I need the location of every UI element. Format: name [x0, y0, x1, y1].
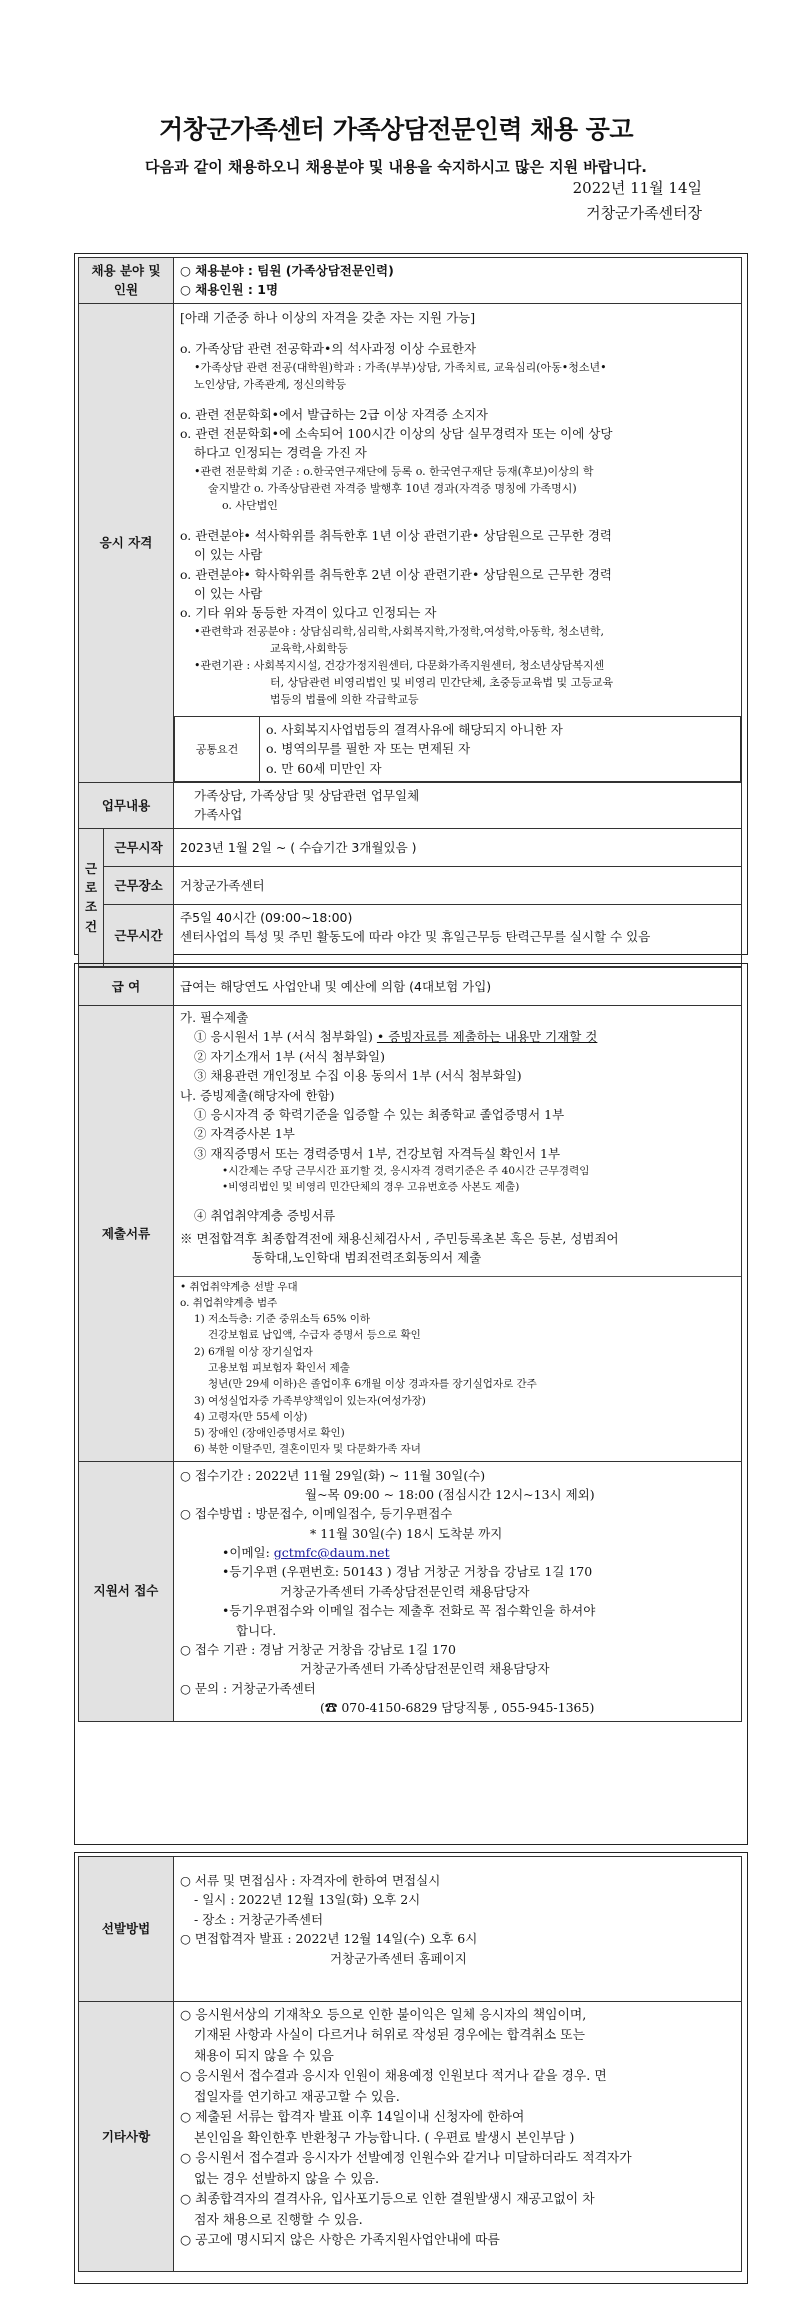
vul-line: 청년(만 29세 이하)은 졸업이후 6개월 이상 경과자를 장기실업자로 간주: [208, 1378, 537, 1391]
doc-line: •비영리법인 및 비영리 민간단체의 경우 고유번호증 사본도 제출): [222, 1181, 520, 1194]
salary-label: 급 여: [79, 968, 174, 1006]
vul-line: 2) 6개월 이상 장기실업자: [194, 1345, 313, 1358]
common-item: o. 병역의무를 필한 자 또는 면제된 자: [266, 741, 471, 757]
etc-line: ○ 공고에 명시되지 않은 사항은 가족지원사업안내에 따름: [180, 2233, 500, 2249]
qual-line: •가족상담 관련 전공(대학원)학과 : 가족(부부)상담, 가족치료, 교육심리(아동•청소년•: [194, 360, 607, 374]
app-line: ○ 문의 : 거창군가족센터: [180, 1680, 316, 1696]
vul-line: 고용보험 피보험자 확인서 제출: [208, 1361, 350, 1374]
etc-line: 본인임을 확인한후 반환청구 가능합니다. ( 우편료 발생시 본인부담 ): [194, 2130, 575, 2146]
start-label: 근무시작: [104, 828, 174, 866]
app-line: ○ 접수기간 : 2022년 11월 29일(화) ~ 11월 30일(수): [180, 1467, 486, 1483]
etc-label: 기타사항: [79, 2002, 174, 2272]
common-content: [260, 716, 741, 781]
doc-line: ② 자기소개서 1부 (서식 첨부화일): [194, 1048, 386, 1064]
notice-issuer: 거창군가족센터장: [586, 204, 702, 222]
qual-line: 술지발간 o. 가족상담관련 자격증 발행후 10년 경과(자격증 명칭에 가족명시): [208, 481, 577, 495]
qualification-intro: [아래 기준중 하나 이상의 자격을 갖춘 자는 지원 가능]: [180, 309, 476, 325]
common-label: 공통요건: [175, 716, 260, 781]
place-value: 거창군가족센터: [174, 866, 742, 904]
requirements-table: [78, 257, 742, 967]
qual-line: o. 기타 위와 동등한 자격이 있다고 인정되는 자: [180, 605, 437, 621]
app-line: (☎ 070-4150-6829 담당직통 , 055-945-1365): [320, 1700, 595, 1716]
etc-line: 없는 경우 선발하지 않을 수 있음.: [194, 2171, 380, 2187]
vul-line: 1) 저소득층: 기준 중위소득 65% 이하: [194, 1313, 371, 1326]
vul-line: o. 취업취약계층 범주: [180, 1296, 278, 1309]
etc-line: 접일자를 연기하고 재공고할 수 있음.: [194, 2089, 400, 2105]
qual-line: •관련 전문학회 기준 : o.한국연구재단에 등록 o. 한국연구재단 등재(후보)이상의 학: [194, 464, 594, 478]
salary-value: 급여는 해당연도 사업안내 및 예산에 의함 (4대보험 가입): [174, 968, 742, 1006]
etc-line: ○ 응시원서상의 기재착오 등으로 인한 불이익은 일체 응시자의 책임이며,: [180, 2008, 587, 2023]
page-subtitle: 다음과 같이 채용하오니 채용분야 및 내용을 숙지하시고 많은 지원 바랍니다.: [145, 158, 647, 176]
qualification-label: 응시 자격: [79, 303, 174, 782]
etc-line: ○ 응시원서 접수결과 응시자 인원이 채용예정 인원보다 적거나 같을 경우. 면: [180, 2069, 607, 2085]
doc-line: ② 자격증사본 1부: [194, 1126, 295, 1142]
hours-content: [174, 904, 742, 966]
vul-line: 건강보험료 납입액, 수급자 증명서 등으로 확인: [208, 1329, 421, 1342]
doc-line: 가. 필수제출: [180, 1010, 249, 1025]
qual-line: •관련기관 : 사회복지시설, 건강가정지원센터, 다문화가족지원센터, 청소년상담복지센: [194, 658, 605, 672]
qual-line: 법등의 법률에 의한 각급학교등: [270, 692, 419, 706]
conditions-label: 근로조건: [79, 828, 104, 966]
doc-line: ① 응시자격 중 학력기준을 입증할 수 있는 최종학교 졸업증명서 1부: [194, 1106, 565, 1122]
app-line: ○ 접수 기관 : 경남 거창군 거창읍 강남로 1길 170: [180, 1641, 456, 1657]
app-line: 월~목 09:00 ~ 18:00 (점심시간 12시~13시 제외): [305, 1486, 595, 1502]
vulnerable-box: [174, 1276, 741, 1458]
qual-line: •관련학과 전공분야 : 상담심리학,심리학,사회복지학,가정학,여성학,아동학, 청소년학,: [194, 624, 604, 638]
sel-line: ○ 면접합격자 발표 : 2022년 12월 14일(수) 오후 6시: [180, 1931, 478, 1947]
sel-line: - 장소 : 거창군가족센터: [194, 1911, 324, 1927]
doc-a1: ① 응시원서 1부 (서식 첨부화일): [194, 1029, 377, 1045]
qual-line: 하다고 인정되는 경력을 가진 자: [194, 445, 367, 461]
start-value: 2023년 1월 2일 ~ ( 수습기간 3개월있음 ): [174, 828, 742, 866]
qual-line: 터, 상담관련 비영리법인 및 비영리 민간단체, 초중등교육법 및 고등교육: [270, 675, 614, 689]
notice-date: 2022년 11월 14일: [572, 179, 702, 197]
duty-line: 가족사업: [194, 807, 243, 823]
etc-content: [174, 2002, 742, 2272]
documents-content: [174, 1006, 742, 1462]
vul-line: 5) 장애인 (장애인증명서로 확인): [194, 1427, 345, 1440]
sel-line: ○ 서류 및 면접심사 : 자격자에 한하여 면접실시: [180, 1873, 441, 1888]
duty-label: 업무내용: [79, 783, 174, 829]
hours-label: 근무시간: [104, 904, 174, 966]
recruit-content: [174, 258, 742, 304]
qual-line: 이 있는 사람: [194, 547, 263, 563]
email-label: •이메일:: [222, 1545, 274, 1561]
vul-line: 4) 고령자(만 55세 이상): [194, 1410, 308, 1423]
selection-label: 선발방법: [79, 1857, 174, 2002]
doc-line: ③ 채용관련 개인정보 수집 이용 동의서 1부 (서식 첨부화일): [194, 1068, 522, 1084]
selection-table: [78, 1856, 742, 2272]
sel-line: 거창군가족센터 홈페이지: [330, 1950, 467, 1966]
recruit-label: 채용 분야 및 인원: [79, 258, 174, 304]
etc-line: 채용이 되지 않을 수 있음: [194, 2048, 334, 2064]
selection-content: [174, 1857, 742, 2002]
doc-line: [180, 1027, 735, 1046]
qual-line: 이 있는 사람: [194, 585, 263, 601]
qual-line: 교육학,사회학등: [270, 641, 348, 655]
email-link[interactable]: gctmfc@daum.net: [273, 1545, 390, 1561]
app-line: [180, 1543, 735, 1562]
duty-content: [174, 783, 742, 829]
app-line: •등기우편접수와 이메일 접수는 제출후 전화로 꼭 접수확인을 하셔야: [222, 1603, 596, 1619]
qual-line: o. 관련 전문학회•에 소속되어 100시간 이상의 상담 실무경력자 또는 이에 상당: [180, 425, 613, 441]
vul-line: 6) 북한 이탈주민, 결혼이민자 및 다문화가족 자녀: [194, 1443, 421, 1456]
recruit-field: ○ 채용분야 : 팀원 (가족상담전문인력): [180, 263, 394, 278]
doc-line: 동학대,노인학대 범죄전력조회동의서 제출: [252, 1250, 482, 1266]
etc-line: ○ 제출된 서류는 합격자 발표 이후 14일이내 신청자에 한하여: [180, 2110, 525, 2126]
doc-line: •시간제는 주당 근무시간 표기할 것, 응시자격 경력기준은 주 40시간 근무경력임: [222, 1165, 590, 1177]
app-line: 거창군가족센터 가족상담전문인력 채용담당자: [300, 1661, 550, 1677]
app-line: 합니다.: [236, 1622, 277, 1638]
vul-line: • 취업취약계층 선발 우대: [180, 1280, 298, 1293]
documents-label: 제출서류: [79, 1006, 174, 1462]
doc-line: ※ 면접합격후 최종합격전에 채용신체검사서 , 주민등록초본 혹은 등본, 성범죄어: [180, 1230, 619, 1246]
etc-line: 점자 채용으로 진행할 수 있음.: [194, 2212, 363, 2228]
recruit-count: ○ 채용인원 : 1명: [180, 282, 279, 298]
app-line: 거창군가족센터 가족상담전문인력 채용담당자: [280, 1583, 530, 1599]
qualification-content: [174, 303, 742, 782]
sel-line: - 일시 : 2022년 12월 13일(화) 오후 2시: [194, 1892, 421, 1908]
qual-line: o. 사단법인: [222, 498, 278, 512]
common-requirements-table: [174, 716, 741, 782]
common-item: o. 사회복지사업법등의 결격사유에 해당되지 아니한 자: [266, 721, 563, 737]
doc-line: ③ 재직증명서 또는 경력증명서 1부, 건강보험 자격득실 확인서 1부: [194, 1145, 561, 1161]
qual-line: 노인상담, 가족관계, 정신의학등: [194, 377, 347, 391]
place-label: 근무장소: [104, 866, 174, 904]
application-label: 지원서 접수: [79, 1461, 174, 1721]
qual-line: o. 관련분야• 석사학위를 취득한후 1년 이상 관련기관• 상담원으로 근무한 경력: [180, 527, 612, 543]
common-item: o. 만 60세 미만인 자: [266, 760, 382, 776]
app-line: ○ 접수방법 : 방문접수, 이메일접수, 등기우편접수: [180, 1506, 453, 1522]
doc-line: 나. 증빙제출(해당자에 한함): [180, 1087, 335, 1103]
etc-line: 기재된 사항과 사실이 다르거나 허위로 작성된 경우에는 합격취소 또는: [194, 2028, 586, 2044]
etc-line: ○ 응시원서 접수결과 응시자가 선발예정 인원수와 같거나 미달하더라도 적격자가: [180, 2151, 632, 2167]
qual-line: o. 관련분야• 학사학위를 취득한후 2년 이상 관련기관• 상담원으로 근무한 경력: [180, 566, 612, 582]
page-title: 거창군가족센터 가족상담전문인력 채용 공고: [159, 115, 633, 144]
app-line: •등기우편 (우편번호: 50143 ) 경남 거창군 거창읍 강남로 1길 170: [222, 1564, 593, 1580]
hours-note: 센터사업의 특성 및 주민 활동도에 따라 야간 및 휴일근무등 탄력근무를 실시할 수 있음: [180, 929, 651, 945]
app-line: * 11월 30일(수) 18시 도착분 까지: [310, 1525, 503, 1541]
application-content: [174, 1461, 742, 1721]
doc-a1-note: • 증빙자료를 제출하는 내용만 기재할 것: [376, 1029, 598, 1045]
documents-table: [78, 967, 742, 1722]
vul-line: 3) 여성실업자중 가족부양책임이 있는자(여성가장): [194, 1394, 426, 1407]
qual-line: o. 관련 전문학회•에서 발급하는 2급 이상 자격증 소지자: [180, 406, 488, 422]
hours-value: 주5일 40시간 (09:00~18:00): [180, 909, 353, 925]
doc-line: ④ 취업취약계층 증빙서류: [194, 1207, 336, 1223]
qual-line: o. 가족상담 관련 전공학과•의 석사과정 이상 수료한자: [180, 341, 477, 357]
etc-line: ○ 최종합격자의 결격사유, 입사포기등으로 인한 결원발생시 재공고없이 차: [180, 2192, 595, 2208]
duty-line: 가족상담, 가족상담 및 상담관련 업무일체: [194, 788, 420, 804]
